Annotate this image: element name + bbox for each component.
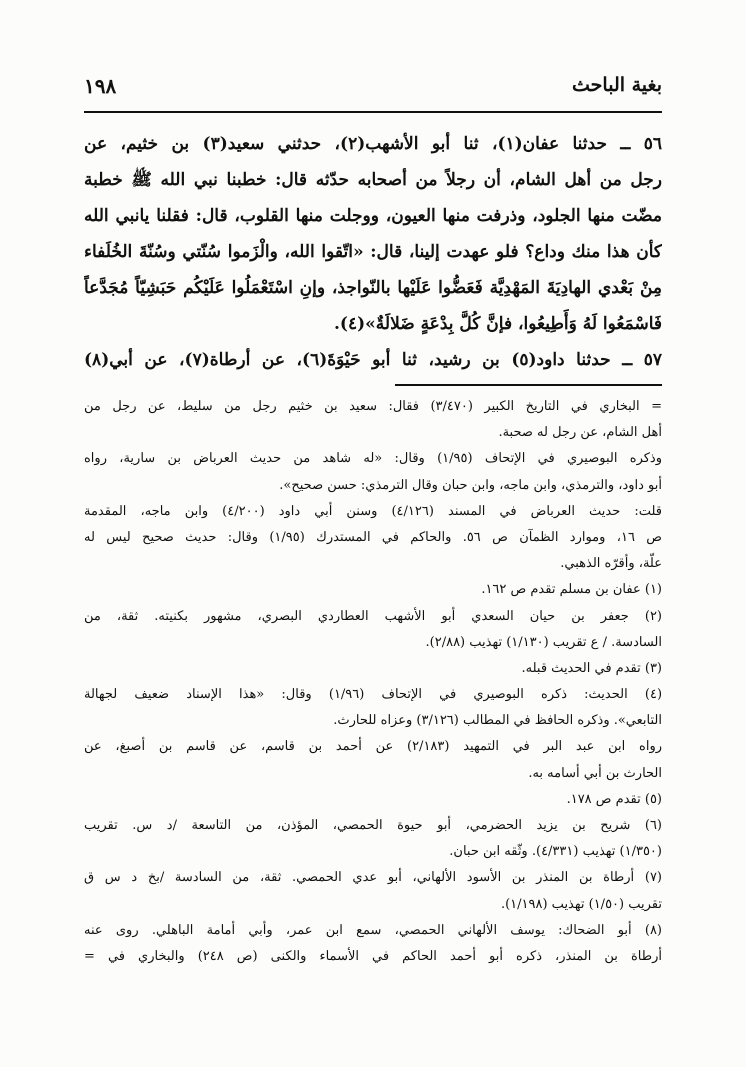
text-line: مضّت منها الجلود، وذرفت منها العيون، ووجلت منها القلوب، قال: فقلنا يانبي الله [84,206,662,226]
running-header [84,74,662,104]
text-line: مِنْ بَعْدي الهادِيَةَ المَهْدِيَّة فَعَضُّوا عَلَيْها بالنّواجذ، وإنِ اسْتَعْمَلُوا عَلَيْكُم حَبَشِيّاً مُجَدَّعاً [84,278,662,298]
footnote-separator [395,384,662,386]
footnote-line: (٢) جعفر بن حيان السعدي أبو الأشهب العطاردي البصري، مشهور بكنيته. ثقة، من [84,608,662,624]
footnote-line: (٣) تقدم في الحديث قبله. [521,660,662,676]
footnote-line: وذكره البوصيري في الإتحاف (١/٩٥) وقال: «له شاهد من حديث العرباض بن سارية، رواه [84,451,662,467]
footnote-line: السادسة. / ع تقريب (١/١٣٠) تهذيب (٢/٨٨). [425,634,662,650]
header-rule [84,111,662,113]
book-title: بغية الباحث [572,74,662,96]
footnote-line: (٦) شريح بن يزيد الحضرمي، أبو حيوة الحمصي، المؤذن، من التاسعة /د س. تقريب [84,818,662,833]
footnotes [84,394,662,970]
text-line: رجل من أهل الشام، أن رجلاً من أصحابه حدّثه قال: خطبنا نبي الله ﷺ خطبة [84,170,662,190]
text-line: فَاسْمَعُوا لَهُ وَأَطِيعُوا، فإنَّ كُلَّ بِدْعَةٍ ضَلالَةٌ»(٤). [334,314,662,334]
footnote-line: (٨) أبو الضحاك: يوسف الألهاني الحمصي، سمع ابن عمر، وأبي أمامة الباهلي. روى عنه [84,922,662,938]
footnote-line: التابعي». وذكره الحافظ في المطالب (٣/١٢٦) وعزاه للحارث. [333,713,662,729]
text-line: كأن هذا منك وداع؟ فلو عهدت إلينا، قال: «اتّقوا الله، والْزَموا سُنّتي وسُنّةَ الخُلَفاء [84,242,662,262]
text-line: ٥٦ ــ حدثنا عفان(١)، ثنا أبو الأشهب(٢)، حدثني سعيد(٣) بن خثيم، عن [84,134,662,154]
footnote-line: قلت: حديث العرباض في المسند (٤/١٢٦) وسنن أبي داود (٤/٢٠٠) وابن ماجه، المقدمة [84,503,662,519]
text-line: ٥٧ ــ حدثنا داود(٥) بن رشيد، ثنا أبو حَيْوَةَ(٦)، عن أرطاة(٧)، عن أبي(٨) [84,350,662,370]
footnote-line: (٤) الحديث: ذكره البوصيري في الإتحاف (١/٩٦) وقال: «هذا الإسناد ضعيف لجهالة [84,687,662,703]
footnote-line: (٥) تقدم ص ١٧٨. [566,791,662,807]
footnote-line: (٧) أرطاة بن المنذر بن الأسود الألهاني، أبو عدي الحمصي. ثقة، من السادسة /بخ د س ق [84,870,662,886]
footnote-line: ص ١٦، وموارد الظمآن ص ٥٦. والحاكم في المستدرك (١/٩٥) وقال: حديث صحيح ليس له [84,529,662,545]
hadith-text [84,126,662,378]
footnote-line: رواه ابن عبد البر في التمهيد (٢/١٨٣) عن أحمد بن قاسم، عن قاسم بن أصبغ، عن [84,739,662,755]
footnote-line: (١) عفان بن مسلم تقدم ص ١٦٢. [481,582,662,598]
footnote-line: أبو داود، والترمذي، وابن ماجه، وابن حبان وقال الترمذي: حسن صحيح». [279,477,662,493]
footnote-line: الحارث بن أبي أسامه به. [528,765,662,781]
footnote-line: تقريب (١/٥٠) تهذيب (١/١٩٨). [500,896,662,912]
footnote-line: = البخاري في التاريخ الكبير (٣/٤٧٠) فقال: سعيد بن خثيم رجل من سليط، عن رجل من [84,399,662,414]
footnote-line: (١/٣٥٠) تهذيب (٤/٣٣١). وثّقه ابن حبان. [449,844,662,860]
page-number: ١٩٨ [84,74,117,98]
footnote-line: أرطاة بن المنذر، ذكره أبو أحمد الحاكم في الأسماء والكنى (ص ٢٤٨) والبخاري في = [84,948,662,964]
footnote-line: علّة، وأقرّه الذهبي. [560,556,662,572]
footnote-line: أهل الشام، عن رجل له صحبة. [498,425,662,441]
